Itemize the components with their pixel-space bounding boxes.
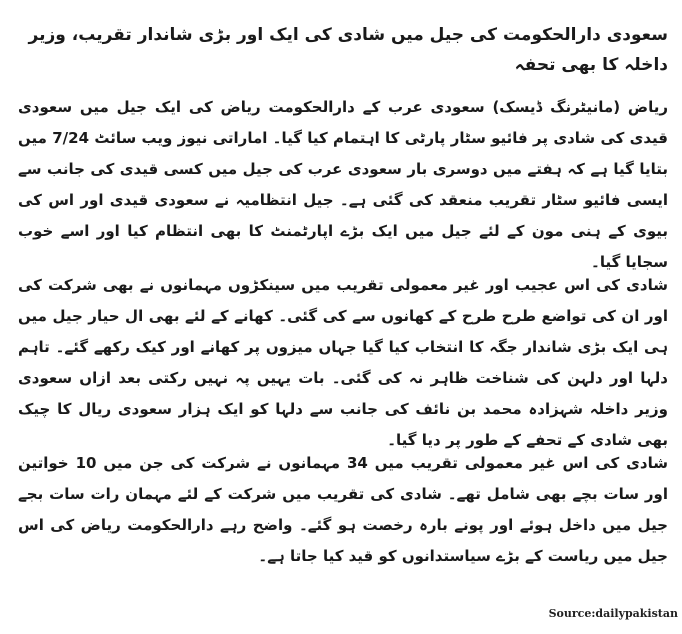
article-paragraph-3: شادی کی اس غیر معمولی تقریب میں 34 مہمانوں نے شرکت کی جن میں 10 خواتین اور سات بچے بھی شامل تھے۔ شادی کی تقریب میں شرکت کے لئے مہمان رات سات بجے جیل میں داخل ہوئے اور پونے بارہ رخصت ہو گئے۔ واضح رہے دارالحکومت ریاض کی اس جیل میں ریاست کے بڑے سیاستدانوں کو قید کیا جاتا ہے۔ — [18, 454, 668, 565]
article-headline: سعودی دارالحکومت کی جیل میں شادی کی ایک اور بڑی شاندار تقریب، وزیر داخلہ کا بھی تحفہ — [28, 25, 668, 75]
article-paragraph-1: ریاض (مانیٹرنگ ڈیسک) سعودی عرب کے دارالحکومت ریاض کی ایک جیل میں سعودی قیدی کی شادی پر فائیو سٹار پارٹی کا اہتمام کیا گیا۔ اماراتی نیوز ویب سائٹ 7/24 میں بتایا گیا ہے کہ ہفتے میں دوسری بار سعودی عرب کی جیل میں کسی قیدی کی جانب سے ایسی فائیو سٹار تقریب منعقد کی گئی ہے۔ جیل انتظامیہ نے سعودی قیدی اور اس کی بیوی کے ہنی مون کے لئے جیل میں ایک بڑے اپارٹمنٹ کا بھی انتظام کیا اور اسے خوب سجایا گیا۔ — [18, 98, 668, 271]
news-article — [18, 0, 668, 634]
article-paragraph-2: شادی کی اس عجیب اور غیر معمولی تقریب میں سینکڑوں مہمانوں نے بھی شرکت کی اور ان کی تواضع طرح طرح کے کھانوں سے کی گئی۔ کھانے کے لئے بھی ال حیار جیل میں ہی ایک بڑی شاندار جگہ کا انتخاب کیا گیا جہاں میزوں پر کھانے اور کیک رکھے گئے۔ تاہم دلہا اور دلہن کی شناخت ظاہر نہ کی گئی۔ بات یہیں پہ نہیں رکتی بعد ازاں سعودی وزیر داخلہ شہزادہ محمد بن نائف کی جانب سے دلہا کو ایک ہزار سعودی ریال کا چیک بھی شادی کے تحفے کے طور پر دیا گیا۔ — [18, 276, 668, 449]
source-credit: Source:dailypakistan — [548, 607, 678, 620]
